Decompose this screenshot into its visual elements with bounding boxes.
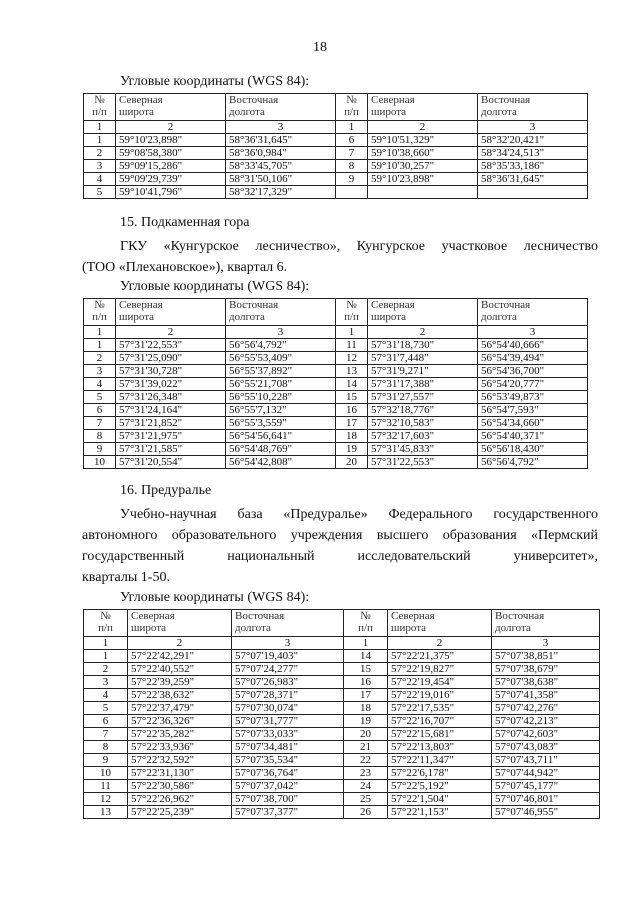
latitude-cell: 57°22'15,681" bbox=[388, 728, 492, 741]
table-row bbox=[84, 147, 588, 160]
point-number: 11 bbox=[336, 339, 368, 352]
point-number: 20 bbox=[344, 728, 388, 741]
point-number: 3 bbox=[84, 676, 128, 689]
latitude-cell: 57°31'45,833" bbox=[368, 443, 478, 456]
longitude-cell: 58°35'33,186" bbox=[478, 160, 588, 173]
longitude-cell: 58°36'31,645" bbox=[478, 173, 588, 186]
point-number: 1 bbox=[84, 650, 128, 663]
point-number: 26 bbox=[344, 806, 388, 819]
section-15-text bbox=[82, 236, 598, 278]
point-number: 13 bbox=[336, 365, 368, 378]
point-number: 22 bbox=[344, 754, 388, 767]
longitude-cell: 58°36'31,645" bbox=[226, 134, 336, 147]
table-row bbox=[84, 728, 600, 741]
longitude-cell: 57°07'38,679" bbox=[492, 663, 600, 676]
point-number: 3 bbox=[84, 365, 116, 378]
longitude-cell: 56°55'7,132" bbox=[226, 404, 336, 417]
column-number: 1 bbox=[336, 326, 368, 339]
longitude-cell: 56°54'34,660" bbox=[478, 417, 588, 430]
section-16-line-3: государственный национальный исследовательский университет», bbox=[82, 549, 598, 564]
longitude-cell: 58°31'50,106" bbox=[226, 173, 336, 186]
latitude-cell: 59°10'38,660" bbox=[368, 147, 478, 160]
column-number: 3 bbox=[226, 121, 336, 134]
column-number: 3 bbox=[232, 637, 344, 650]
table-row bbox=[84, 417, 588, 430]
point-number: 6 bbox=[336, 134, 368, 147]
coordinates-table-2 bbox=[83, 298, 588, 469]
table-row bbox=[84, 352, 588, 365]
table-row bbox=[84, 404, 588, 417]
point-number: 3 bbox=[84, 160, 116, 173]
longitude-cell: 58°32'17,329" bbox=[226, 186, 336, 199]
point-number: 5 bbox=[84, 186, 116, 199]
longitude-cell: 57°07'43,083" bbox=[492, 741, 600, 754]
longitude-cell: 57°07'45,177" bbox=[492, 780, 600, 793]
coordinates-table-1 bbox=[83, 93, 588, 199]
header-lat-left: Северная широта bbox=[128, 610, 232, 637]
latitude-cell: 59°10'41,796" bbox=[116, 186, 226, 199]
header-num-right: № п/п bbox=[336, 299, 368, 326]
longitude-cell: 57°07'26,983" bbox=[232, 676, 344, 689]
point-number: 8 bbox=[336, 160, 368, 173]
latitude-cell: 57°22'32,592" bbox=[128, 754, 232, 767]
column-number: 1 bbox=[84, 121, 116, 134]
point-number: 7 bbox=[84, 417, 116, 430]
longitude-cell: 57°07'37,042" bbox=[232, 780, 344, 793]
longitude-cell: 56°54'39,494" bbox=[478, 352, 588, 365]
longitude-cell: 57°07'31,777" bbox=[232, 715, 344, 728]
longitude-cell: 56°55'37,892" bbox=[226, 365, 336, 378]
table-row bbox=[84, 134, 588, 147]
longitude-cell: 57°07'41,358" bbox=[492, 689, 600, 702]
latitude-cell: 57°31'30,728" bbox=[116, 365, 226, 378]
section-16-line-4: кварталы 1-50. bbox=[82, 570, 170, 585]
longitude-cell: 57°07'42,276" bbox=[492, 702, 600, 715]
point-number: 2 bbox=[84, 663, 128, 676]
longitude-cell: 56°54'40,371" bbox=[478, 430, 588, 443]
latitude-cell: 57°31'17,388" bbox=[368, 378, 478, 391]
header-num-left: № п/п bbox=[84, 94, 116, 121]
longitude-cell: 56°54'7,593" bbox=[478, 404, 588, 417]
longitude-cell: 58°32'20,421" bbox=[478, 134, 588, 147]
table-row bbox=[84, 767, 600, 780]
header-lon-left: Восточная долгота bbox=[226, 299, 336, 326]
point-number: 15 bbox=[336, 391, 368, 404]
longitude-cell: 57°07'46,801" bbox=[492, 793, 600, 806]
longitude-cell: 57°07'38,638" bbox=[492, 676, 600, 689]
point-number: 7 bbox=[84, 728, 128, 741]
longitude-cell: 57°07'42,213" bbox=[492, 715, 600, 728]
section-16-line-1: Учебно-научная база «Предуралье» Федерального государственного bbox=[120, 507, 598, 522]
table-row bbox=[84, 806, 600, 819]
table-row bbox=[84, 754, 600, 767]
point-number: 9 bbox=[84, 754, 128, 767]
table-row bbox=[84, 378, 588, 391]
latitude-cell: 57°22'33,936" bbox=[128, 741, 232, 754]
latitude-cell: 57°31'22,553" bbox=[368, 456, 478, 469]
column-number: 3 bbox=[478, 326, 588, 339]
latitude-cell: 57°22'25,239" bbox=[128, 806, 232, 819]
longitude-cell: 56°54'42,808" bbox=[226, 456, 336, 469]
latitude-cell: 59°10'23,898" bbox=[116, 134, 226, 147]
table-row bbox=[84, 443, 588, 456]
header-lat-right: Северная широта bbox=[368, 94, 478, 121]
longitude-cell: 57°07'19,403" bbox=[232, 650, 344, 663]
longitude-cell: 56°54'56,641" bbox=[226, 430, 336, 443]
point-number: 11 bbox=[84, 780, 128, 793]
longitude-cell: 58°33'45,705" bbox=[226, 160, 336, 173]
longitude-cell: 56°54'20,777" bbox=[478, 378, 588, 391]
header-num-right: № п/п bbox=[344, 610, 388, 637]
point-number: 6 bbox=[84, 715, 128, 728]
latitude-cell: 57°22'37,479" bbox=[128, 702, 232, 715]
longitude-cell: 57°07'37,377" bbox=[232, 806, 344, 819]
latitude-cell: 57°22'6,178" bbox=[388, 767, 492, 780]
latitude-cell: 57°22'39,259" bbox=[128, 676, 232, 689]
latitude-cell bbox=[368, 186, 478, 199]
point-number: 6 bbox=[84, 404, 116, 417]
section-15-heading: 15. Подкаменная гора bbox=[120, 215, 250, 230]
point-number: 14 bbox=[344, 650, 388, 663]
table-row bbox=[84, 173, 588, 186]
longitude-cell: 57°07'35,534" bbox=[232, 754, 344, 767]
latitude-cell: 57°31'9,271" bbox=[368, 365, 478, 378]
header-lon-left: Восточная долгота bbox=[232, 610, 344, 637]
point-number: 8 bbox=[84, 430, 116, 443]
table-row bbox=[84, 715, 600, 728]
latitude-cell: 57°32'17,603" bbox=[368, 430, 478, 443]
latitude-cell: 59°10'30,257" bbox=[368, 160, 478, 173]
section-15-line-1: ГКУ «Кунгурское лесничество», Кунгурское участковое лесничество bbox=[120, 239, 598, 254]
longitude-cell: 56°55'21,708" bbox=[226, 378, 336, 391]
longitude-cell: 57°07'34,481" bbox=[232, 741, 344, 754]
column-number: 3 bbox=[226, 326, 336, 339]
latitude-cell: 57°22'1,153" bbox=[388, 806, 492, 819]
longitude-cell: 58°36'0,984" bbox=[226, 147, 336, 160]
point-number: 10 bbox=[84, 767, 128, 780]
point-number: 1 bbox=[84, 134, 116, 147]
table-row bbox=[84, 339, 588, 352]
latitude-cell: 57°31'27,557" bbox=[368, 391, 478, 404]
column-number: 2 bbox=[388, 637, 492, 650]
point-number: 9 bbox=[336, 173, 368, 186]
table3-caption: Угловые координаты (WGS 84): bbox=[120, 590, 310, 605]
latitude-cell: 57°31'39,022" bbox=[116, 378, 226, 391]
point-number bbox=[336, 186, 368, 199]
point-number: 7 bbox=[336, 147, 368, 160]
point-number: 16 bbox=[344, 676, 388, 689]
latitude-cell: 57°31'7,448" bbox=[368, 352, 478, 365]
point-number: 2 bbox=[84, 352, 116, 365]
point-number: 16 bbox=[336, 404, 368, 417]
point-number: 12 bbox=[336, 352, 368, 365]
point-number: 17 bbox=[344, 689, 388, 702]
section-16-heading: 16. Предуралье bbox=[120, 483, 212, 498]
point-number: 18 bbox=[344, 702, 388, 715]
table-row bbox=[84, 456, 588, 469]
table-row bbox=[84, 650, 600, 663]
latitude-cell: 57°22'36,326" bbox=[128, 715, 232, 728]
latitude-cell: 57°32'10,583" bbox=[368, 417, 478, 430]
latitude-cell: 57°22'40,552" bbox=[128, 663, 232, 676]
latitude-cell: 59°10'23,898" bbox=[368, 173, 478, 186]
longitude-cell: 56°55'3,559" bbox=[226, 417, 336, 430]
latitude-cell: 57°31'20,554" bbox=[116, 456, 226, 469]
header-num-left: № п/п bbox=[84, 610, 128, 637]
longitude-cell: 57°07'36,764" bbox=[232, 767, 344, 780]
table-row bbox=[84, 741, 600, 754]
table-row bbox=[84, 793, 600, 806]
point-number: 8 bbox=[84, 741, 128, 754]
point-number: 12 bbox=[84, 793, 128, 806]
header-lat-left: Северная широта bbox=[116, 299, 226, 326]
point-number: 23 bbox=[344, 767, 388, 780]
table-row bbox=[84, 186, 588, 199]
latitude-cell: 57°31'22,553" bbox=[116, 339, 226, 352]
latitude-cell: 57°31'25,090" bbox=[116, 352, 226, 365]
latitude-cell: 57°22'19,827" bbox=[388, 663, 492, 676]
latitude-cell: 57°22'13,803" bbox=[388, 741, 492, 754]
latitude-cell: 57°22'19,454" bbox=[388, 676, 492, 689]
point-number: 15 bbox=[344, 663, 388, 676]
longitude-cell: 57°07'43,711" bbox=[492, 754, 600, 767]
longitude-cell: 56°54'36,700" bbox=[478, 365, 588, 378]
longitude-cell: 56°54'40,666" bbox=[478, 339, 588, 352]
point-number: 21 bbox=[344, 741, 388, 754]
point-number: 5 bbox=[84, 391, 116, 404]
point-number: 2 bbox=[84, 147, 116, 160]
latitude-cell: 57°22'38,632" bbox=[128, 689, 232, 702]
table2-caption: Угловые координаты (WGS 84): bbox=[120, 279, 310, 294]
column-number: 2 bbox=[116, 326, 226, 339]
longitude-cell: 57°07'38,700" bbox=[232, 793, 344, 806]
longitude-cell: 56°54'48,769" bbox=[226, 443, 336, 456]
point-number: 4 bbox=[84, 378, 116, 391]
latitude-cell: 57°31'21,975" bbox=[116, 430, 226, 443]
column-number: 1 bbox=[336, 121, 368, 134]
table-row bbox=[84, 160, 588, 173]
column-number: 1 bbox=[84, 637, 128, 650]
table-row bbox=[84, 689, 600, 702]
point-number: 19 bbox=[344, 715, 388, 728]
point-number: 4 bbox=[84, 689, 128, 702]
section-16-text bbox=[82, 504, 598, 588]
header-lon-right: Восточная долгота bbox=[478, 94, 588, 121]
longitude-cell: 57°07'42,603" bbox=[492, 728, 600, 741]
point-number: 19 bbox=[336, 443, 368, 456]
longitude-cell: 57°07'38,851" bbox=[492, 650, 600, 663]
latitude-cell: 57°31'26,348" bbox=[116, 391, 226, 404]
latitude-cell: 57°31'21,585" bbox=[116, 443, 226, 456]
table-row bbox=[84, 702, 600, 715]
latitude-cell: 59°09'29,739" bbox=[116, 173, 226, 186]
header-num-left: № п/п bbox=[84, 299, 116, 326]
latitude-cell: 57°22'1,504" bbox=[388, 793, 492, 806]
longitude-cell: 57°07'24,277" bbox=[232, 663, 344, 676]
coordinates-table-3 bbox=[83, 609, 600, 819]
table-row bbox=[84, 391, 588, 404]
latitude-cell: 59°09'15,286" bbox=[116, 160, 226, 173]
latitude-cell: 57°22'11,347" bbox=[388, 754, 492, 767]
longitude-cell: 57°07'30,074" bbox=[232, 702, 344, 715]
point-number: 9 bbox=[84, 443, 116, 456]
latitude-cell: 59°08'58,380" bbox=[116, 147, 226, 160]
latitude-cell: 57°31'21,852" bbox=[116, 417, 226, 430]
page-number: 18 bbox=[313, 40, 327, 55]
point-number: 5 bbox=[84, 702, 128, 715]
column-number: 2 bbox=[116, 121, 226, 134]
table-row bbox=[84, 780, 600, 793]
column-number: 2 bbox=[368, 326, 478, 339]
table-row bbox=[84, 676, 600, 689]
latitude-cell: 57°22'21,375" bbox=[388, 650, 492, 663]
point-number: 10 bbox=[84, 456, 116, 469]
latitude-cell: 57°22'17,535" bbox=[388, 702, 492, 715]
latitude-cell: 57°22'30,586" bbox=[128, 780, 232, 793]
longitude-cell: 56°53'49,873" bbox=[478, 391, 588, 404]
point-number: 4 bbox=[84, 173, 116, 186]
longitude-cell: 56°56'4,792" bbox=[226, 339, 336, 352]
header-lat-right: Северная широта bbox=[368, 299, 478, 326]
section-16-line-2: автономного образовательного учреждения высшего образования «Пермский bbox=[82, 528, 598, 543]
point-number: 13 bbox=[84, 806, 128, 819]
longitude-cell: 56°56'18,430" bbox=[478, 443, 588, 456]
table-row bbox=[84, 663, 600, 676]
latitude-cell: 57°31'18,730" bbox=[368, 339, 478, 352]
point-number: 17 bbox=[336, 417, 368, 430]
section-15-line-2: (ТОО «Плехановское»), квартал 6. bbox=[82, 260, 288, 275]
header-lon-right: Восточная долгота bbox=[492, 610, 600, 637]
latitude-cell: 57°22'19,016" bbox=[388, 689, 492, 702]
longitude-cell: 56°56'4,792" bbox=[478, 456, 588, 469]
longitude-cell: 56°55'10,228" bbox=[226, 391, 336, 404]
latitude-cell: 57°22'5,192" bbox=[388, 780, 492, 793]
header-lat-right: Северная широта bbox=[388, 610, 492, 637]
longitude-cell bbox=[478, 186, 588, 199]
table-row bbox=[84, 430, 588, 443]
column-number: 3 bbox=[492, 637, 600, 650]
longitude-cell: 58°34'24,513" bbox=[478, 147, 588, 160]
header-lat-left: Северная широта bbox=[116, 94, 226, 121]
point-number: 25 bbox=[344, 793, 388, 806]
latitude-cell: 59°10'51,329" bbox=[368, 134, 478, 147]
table-row bbox=[84, 365, 588, 378]
header-lon-left: Восточная долгота bbox=[226, 94, 336, 121]
latitude-cell: 57°22'16,707" bbox=[388, 715, 492, 728]
latitude-cell: 57°22'35,282" bbox=[128, 728, 232, 741]
column-number: 3 bbox=[478, 121, 588, 134]
column-number: 1 bbox=[84, 326, 116, 339]
longitude-cell: 57°07'33,033" bbox=[232, 728, 344, 741]
header-num-right: № п/п bbox=[336, 94, 368, 121]
latitude-cell: 57°22'26,962" bbox=[128, 793, 232, 806]
column-number: 2 bbox=[368, 121, 478, 134]
column-number: 1 bbox=[344, 637, 388, 650]
latitude-cell: 57°22'31,130" bbox=[128, 767, 232, 780]
longitude-cell: 57°07'28,371" bbox=[232, 689, 344, 702]
point-number: 1 bbox=[84, 339, 116, 352]
column-number: 2 bbox=[128, 637, 232, 650]
longitude-cell: 56°55'53,409" bbox=[226, 352, 336, 365]
latitude-cell: 57°32'18,776" bbox=[368, 404, 478, 417]
table1-caption: Угловые координаты (WGS 84): bbox=[120, 74, 310, 89]
header-lon-right: Восточная долгота bbox=[478, 299, 588, 326]
point-number: 18 bbox=[336, 430, 368, 443]
latitude-cell: 57°22'42,291" bbox=[128, 650, 232, 663]
point-number: 20 bbox=[336, 456, 368, 469]
point-number: 14 bbox=[336, 378, 368, 391]
longitude-cell: 57°07'46,955" bbox=[492, 806, 600, 819]
latitude-cell: 57°31'24,164" bbox=[116, 404, 226, 417]
point-number: 24 bbox=[344, 780, 388, 793]
longitude-cell: 57°07'44,942" bbox=[492, 767, 600, 780]
